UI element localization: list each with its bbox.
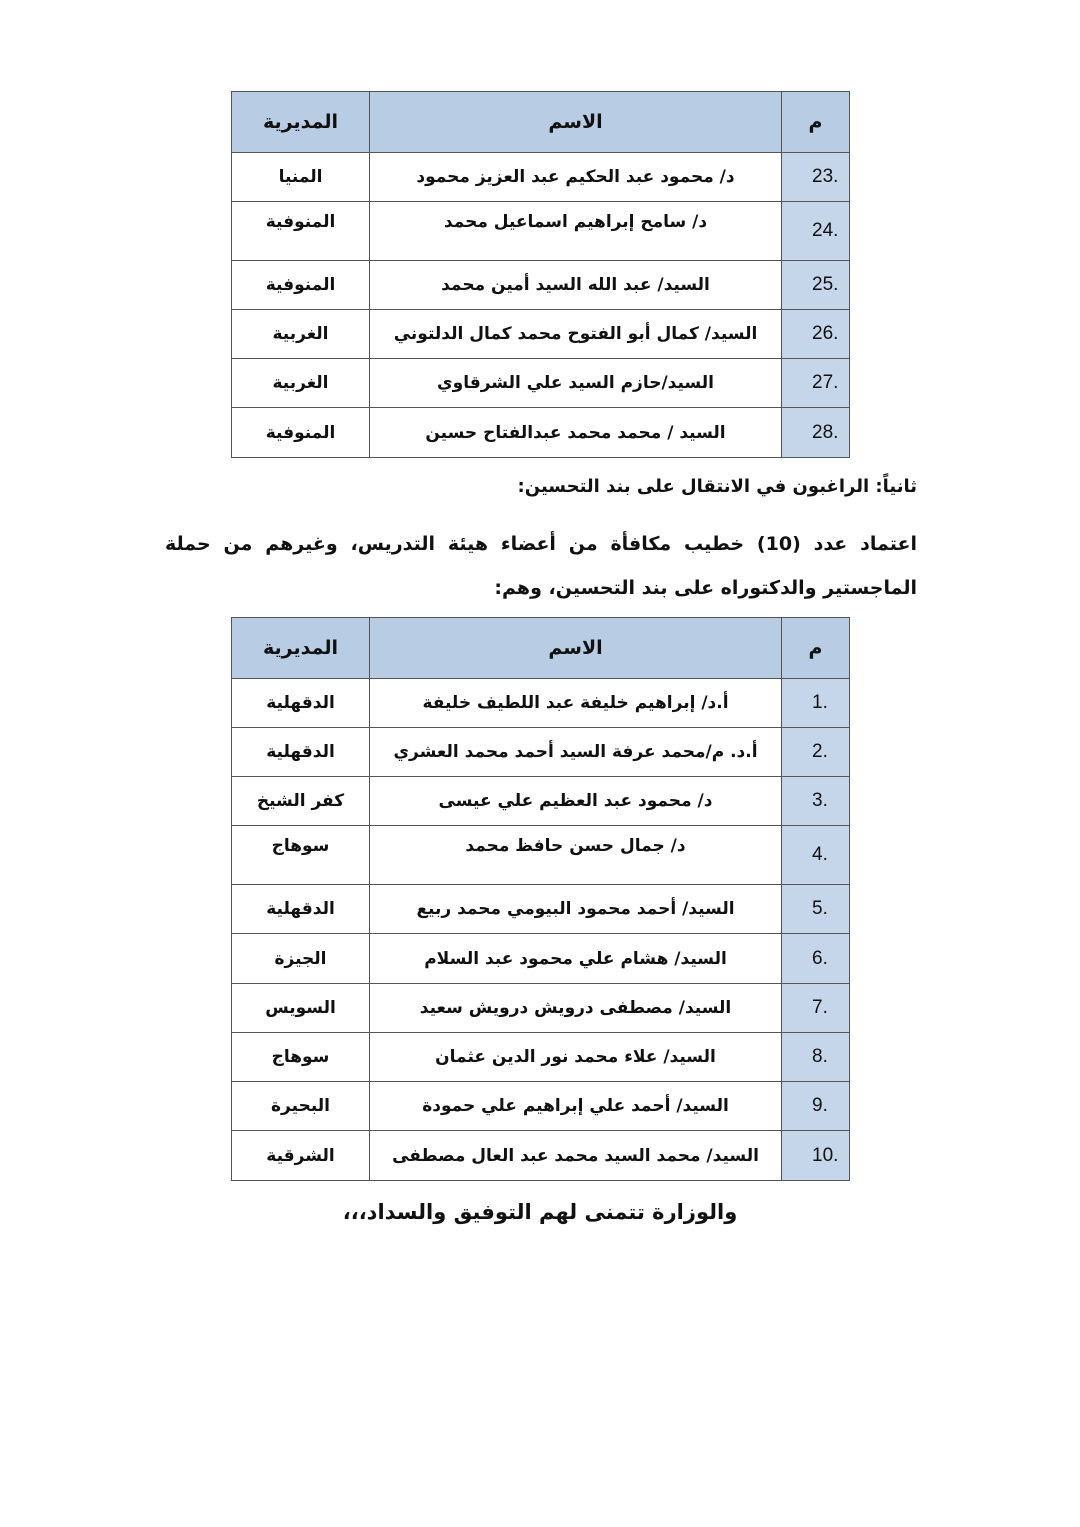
row-number: 2. [782, 728, 850, 777]
table-row [232, 202, 850, 261]
person-name: السيد/ كمال أبو الفتوح محمد كمال الدلتوني [370, 310, 782, 359]
person-name: السيد/ أحمد محمود البيومي محمد ربيع [370, 885, 782, 934]
directorate-name: الدقهلية [232, 728, 370, 777]
row-number: 1. [782, 679, 850, 728]
person-name: د/ محمود عبد العظيم علي عيسى [370, 777, 782, 826]
table-row [232, 1131, 850, 1181]
row-number: 7. [782, 984, 850, 1033]
section-paragraph: اعتماد عدد (10) خطيب مكافأة من أعضاء هيئة التدريس، وغيرهم من حملة الماجستير والدكتوراه على بند التحسين، وهم: [165, 533, 917, 599]
row-number: 25. [782, 261, 850, 310]
directorate-name: المنوفية [232, 408, 370, 458]
person-name: أ.د/ إبراهيم خليفة عبد اللطيف خليفة [370, 679, 782, 728]
table-row [232, 1033, 850, 1082]
table-row [232, 359, 850, 408]
row-number: 27. [782, 359, 850, 408]
directorate-name: الغربية [232, 359, 370, 408]
header-name: الاسم [370, 92, 782, 153]
table-row [232, 777, 850, 826]
table-row [232, 679, 850, 728]
directorate-name: كفر الشيخ [232, 777, 370, 826]
header-num: م [782, 92, 850, 153]
person-name: السيد/ محمد السيد محمد عبد العال مصطفى [370, 1131, 782, 1181]
person-name: السيد / محمد محمد عبدالفتاح حسين [370, 408, 782, 458]
table-continued-list [231, 91, 850, 458]
directorate-name: البحيرة [232, 1082, 370, 1131]
table-row [232, 885, 850, 934]
table-row [232, 261, 850, 310]
person-name: أ.د. م/محمد عرفة السيد أحمد محمد العشري [370, 728, 782, 777]
directorate-name: المنوفية [232, 202, 370, 261]
row-number: 4. [782, 826, 850, 885]
table-improvement-list [231, 617, 850, 1181]
header-name: الاسم [370, 618, 782, 679]
row-number: 23. [782, 153, 850, 202]
header-num: م [782, 618, 850, 679]
table-header-row [232, 618, 850, 679]
directorate-name: الشرقية [232, 1131, 370, 1181]
person-name: السيد/ هشام علي محمود عبد السلام [370, 934, 782, 984]
table-row [232, 310, 850, 359]
table-row [232, 153, 850, 202]
row-number: 28. [782, 408, 850, 458]
directorate-name: المنوفية [232, 261, 370, 310]
directorate-name: الجيزة [232, 934, 370, 984]
row-number: 24. [782, 202, 850, 261]
row-number: 9. [782, 1082, 850, 1131]
person-name: السيد/ علاء محمد نور الدين عثمان [370, 1033, 782, 1082]
person-name: السيد/حازم السيد علي الشرقاوي [370, 359, 782, 408]
table-header-row [232, 92, 850, 153]
person-name: د/ سامح إبراهيم اسماعيل محمد [370, 202, 782, 261]
person-name: السيد/ أحمد علي إبراهيم علي حمودة [370, 1082, 782, 1131]
directorate-name: الغربية [232, 310, 370, 359]
directorate-name: الدقهلية [232, 885, 370, 934]
directorate-name: السويس [232, 984, 370, 1033]
table-row [232, 1082, 850, 1131]
directorate-name: المنيا [232, 153, 370, 202]
row-number: 8. [782, 1033, 850, 1082]
person-name: د/ محمود عبد الحكيم عبد العزيز محمود [370, 153, 782, 202]
section-heading: ثانياً: الراغبون في الانتقال على بند التحسين: [517, 476, 917, 497]
closing-line: والوزارة تتمنى لهم التوفيق والسداد،،، [342, 1200, 738, 1224]
table-row [232, 984, 850, 1033]
directorate-name: سوهاج [232, 826, 370, 885]
directorate-name: الدقهلية [232, 679, 370, 728]
header-directorate: المديرية [232, 618, 370, 679]
row-number: 3. [782, 777, 850, 826]
table-row [232, 728, 850, 777]
row-number: 10. [782, 1131, 850, 1181]
person-name: السيد/ عبد الله السيد أمين محمد [370, 261, 782, 310]
person-name: السيد/ مصطفى درويش درويش سعيد [370, 984, 782, 1033]
table-row [232, 826, 850, 885]
row-number: 5. [782, 885, 850, 934]
row-number: 26. [782, 310, 850, 359]
person-name: د/ جمال حسن حافظ محمد [370, 826, 782, 885]
directorate-name: سوهاج [232, 1033, 370, 1082]
header-directorate: المديرية [232, 92, 370, 153]
row-number: 6. [782, 934, 850, 984]
table-row [232, 408, 850, 458]
table-row [232, 934, 850, 984]
